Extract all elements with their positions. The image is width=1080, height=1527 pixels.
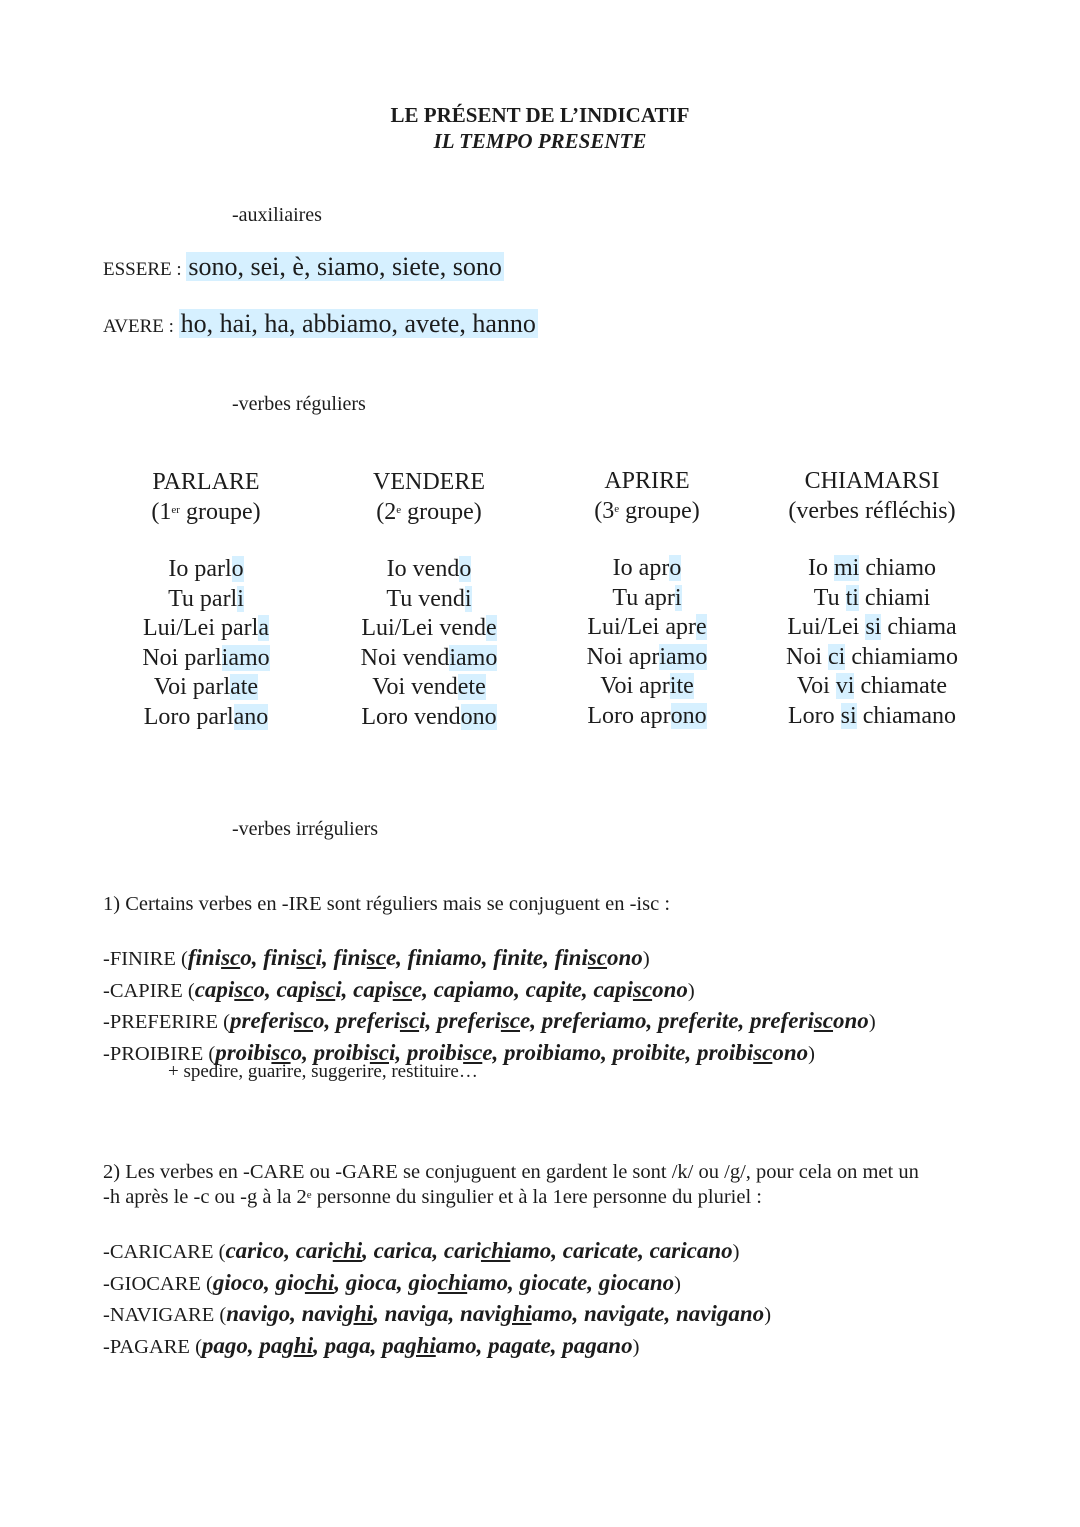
verb-stem: Noi vend [360, 644, 450, 671]
verb-label: -CARICARE ( [103, 1241, 226, 1263]
conjugation-row [547, 702, 747, 732]
verb-forms: ghi [405, 1332, 436, 1358]
verb-forms: o, proibi [290, 1039, 370, 1065]
verb-forms: sc [293, 1008, 314, 1033]
subject: Tu [813, 584, 846, 611]
verb-label-close: ) [808, 1042, 815, 1065]
verb-line [103, 1331, 771, 1363]
verb-forms: chi [304, 1269, 335, 1295]
verb-form: chiamo [859, 555, 936, 581]
verb-label: -GIOCARE ( [103, 1272, 213, 1295]
conjugation-row [106, 673, 306, 703]
verb-forms: fini [187, 945, 222, 970]
verb-forms: ono [772, 1039, 809, 1065]
verb-stem: Voi apr [600, 673, 670, 699]
conjugation-row [106, 614, 306, 644]
verb-label-close: ) [732, 1241, 740, 1263]
verb-label-close: ) [687, 979, 695, 1002]
verb-line [103, 1006, 876, 1038]
conjugation-row [106, 585, 306, 615]
conjugation-row [329, 703, 529, 733]
verb-forms: pago, pa [201, 1332, 283, 1358]
verb-forms: sc [271, 1039, 291, 1065]
subject: Io [808, 555, 834, 581]
verb-forms: , paga, pa [313, 1332, 406, 1358]
verb-heading: APRIRE [604, 468, 690, 494]
conjugation-row [752, 672, 992, 702]
verb-forms: chi [437, 1269, 468, 1295]
conjugation-row [547, 554, 747, 584]
verb-label: -NAVIGARE ( [103, 1304, 227, 1326]
verb-forms: chi [480, 1238, 511, 1263]
verb-line [103, 975, 876, 1007]
verb-forms: amo, giocate, giocano [467, 1269, 675, 1295]
verb-forms: sc [632, 976, 653, 1002]
verb-ending: e [695, 614, 707, 640]
verb-forms: preferi [230, 1008, 294, 1033]
verb-forms: o, fini [240, 945, 297, 970]
verb-ending: ano [233, 703, 269, 730]
verb-ending: iamo [221, 644, 270, 671]
verb-forms: , carica, cari [362, 1238, 481, 1263]
verb-forms: i, proibi [389, 1039, 464, 1065]
verb-forms: proibi [215, 1039, 272, 1065]
verb-label: -PAGARE ( [103, 1335, 202, 1358]
verb-ending: e [485, 615, 497, 641]
verb-forms: sc [463, 1039, 483, 1065]
page-subtitle: IL TEMPO PRESENTE [433, 129, 647, 153]
verb-forms: ghi [500, 1301, 532, 1326]
conjugation-row [752, 643, 992, 673]
reflexive-pronoun: ci [828, 643, 846, 670]
verb-forms: ono [652, 976, 688, 1002]
verb-ending: ono [460, 703, 497, 730]
verb-line [103, 1236, 771, 1268]
verb-heading: VENDERE [373, 469, 485, 495]
conjugation-row [329, 614, 529, 644]
verb-ending: iamo [449, 644, 498, 671]
verb-heading: PARLARE [152, 469, 260, 495]
verb-forms: e, capiamo, capite, capi [411, 976, 633, 1002]
verb-stem: Lui/Lei vend [361, 615, 486, 641]
conjugation-row [752, 702, 992, 732]
conjugation-list [329, 555, 529, 732]
verb-stem: Tu vend [386, 585, 465, 612]
verb-ending: a [258, 615, 269, 641]
verb-forms: sc [392, 976, 412, 1002]
verb-stem: Voi vend [372, 674, 458, 700]
verb-heading: CHIAMARSI [804, 468, 940, 494]
verb-label-close: ) [674, 1272, 681, 1295]
verb-forms: amo, pagate, pagano [435, 1332, 633, 1358]
verb-forms: o, preferi [313, 1008, 400, 1033]
verb-forms: sc [234, 976, 254, 1002]
reflexive-pronoun: ti [845, 584, 859, 611]
verb-label-close: ) [632, 1335, 640, 1358]
verb-forms: gioco, gio [212, 1269, 305, 1295]
verb-line [103, 943, 876, 975]
verb-forms: sc [500, 1008, 521, 1033]
conjugation-list [106, 555, 306, 732]
verb-form: chiamate [854, 673, 948, 699]
verb-stem: Tu parl [168, 585, 238, 612]
verb-forms: o, capi [253, 976, 317, 1002]
verb-group: (1er groupe) [151, 499, 261, 525]
verb-stem: Io vend [386, 556, 460, 582]
conjugation-row [106, 644, 306, 674]
conjugation-list [547, 554, 747, 731]
essere-line [103, 252, 504, 282]
conjugation-row [547, 672, 747, 702]
verb-forms: i, preferi [419, 1008, 501, 1033]
verb-forms: e, preferiamo, preferite, preferi [520, 1008, 814, 1033]
page-title: LE PRÉSENT DE L’INDICATIF [390, 103, 690, 127]
verb-forms: chi [332, 1238, 363, 1263]
verb-label-close: ) [642, 948, 650, 970]
verb-forms: sc [399, 1008, 420, 1033]
rule1-extra: + spedire, guarire, suggerire, restituire… [168, 1061, 478, 1082]
verb-ending: o [669, 555, 682, 581]
conjugation-row [106, 703, 306, 733]
verb-label: -FINIRE ( [103, 948, 188, 970]
conjugation-list [752, 554, 992, 731]
subject: Loro [788, 702, 841, 729]
verb-forms: sc [813, 1008, 834, 1033]
verb-form: chiamiamo [845, 643, 958, 670]
verb-ending: ete [457, 674, 486, 700]
verb-forms: sc [316, 976, 336, 1002]
verb-forms: sc [296, 945, 316, 970]
verb-forms: e, proibiamo, proibite, proibi [482, 1039, 754, 1065]
conjugation-row [106, 555, 306, 585]
rule1-verb-list [103, 943, 876, 1069]
verb-forms: sc [369, 1039, 389, 1065]
conjugation-row [547, 613, 747, 643]
essere-label: ESSERE : [103, 259, 187, 280]
conjugation-column-parlare [106, 467, 306, 732]
verb-ending: iamo [659, 643, 708, 670]
subject: Voi [796, 673, 836, 699]
verb-forms: sc [366, 945, 386, 970]
avere-line [103, 309, 538, 339]
verb-forms: i, capi [335, 976, 393, 1002]
verb-forms: navigo, navi [226, 1301, 343, 1326]
reflexive-pronoun: mi [834, 555, 860, 581]
verb-ending: ate [230, 674, 259, 700]
verb-forms: ono [607, 945, 643, 970]
verb-stem: Voi parl [153, 674, 231, 700]
verb-forms: , naviga, navi [373, 1301, 501, 1326]
verb-stem: Loro vend [361, 703, 461, 730]
subject: Lui/Lei [787, 614, 866, 640]
conjugation-column-vendere [329, 467, 529, 732]
verb-line [103, 1299, 771, 1331]
verb-forms: , gioca, gio [334, 1269, 438, 1295]
verb-form: chiami [858, 584, 931, 611]
verb-label-close: ) [868, 1011, 876, 1033]
verb-group: (3e groupe) [594, 498, 700, 524]
conjugation-row [329, 644, 529, 674]
verb-forms: e, finiamo, finite, fini [385, 945, 588, 970]
conjugation-row [329, 555, 529, 585]
verb-forms: sc [753, 1039, 773, 1065]
subject: Noi [786, 643, 829, 670]
rule2-text-line2: -h après le -c ou -g à la 2e personne du singulier et à la 1ere personne du pluriel : [103, 1186, 762, 1208]
verb-stem: Lui/Lei apr [587, 614, 696, 640]
verb-forms: amo, caricate, caricano [510, 1238, 733, 1263]
verb-form: chiama [881, 614, 957, 640]
verb-group: (verbes réfléchis) [788, 498, 956, 524]
verb-stem: Lui/Lei parl [143, 615, 259, 641]
reflexive-pronoun: si [865, 614, 882, 640]
verb-ending: i [237, 585, 244, 612]
conjugation-row [752, 584, 992, 614]
rule2-verb-list [103, 1236, 771, 1362]
verb-stem: Loro parl [143, 703, 234, 730]
verb-label-close: ) [764, 1304, 772, 1326]
verb-forms: ghi [282, 1332, 314, 1358]
essere-forms: sono, sei, è, siamo, siete, sono [188, 252, 502, 281]
conjugation-row [752, 613, 992, 643]
verb-label: -CAPIRE ( [103, 979, 195, 1002]
verb-label: -PREFERIRE ( [103, 1011, 230, 1033]
conjugation-row [329, 585, 529, 615]
avere-label: AVERE : [103, 316, 179, 337]
verb-ending: o [459, 556, 472, 582]
verb-forms: i, fini [315, 945, 367, 970]
conjugation-column-chiamarsi [752, 466, 992, 731]
verb-forms: capi [194, 976, 235, 1002]
verb-forms: sc [221, 945, 241, 970]
verb-forms: sc [587, 945, 608, 970]
verb-forms: ono [833, 1008, 869, 1033]
conjugation-row [547, 584, 747, 614]
verb-line [103, 1268, 771, 1300]
verb-label: -PROIBIRE ( [103, 1042, 216, 1065]
section-heading-reguliers: -verbes réguliers [232, 393, 366, 415]
verb-form: chiamano [856, 702, 956, 729]
verb-ending: o [231, 556, 244, 582]
verb-forms: carico, cari [225, 1238, 333, 1263]
verb-stem: Loro apr [587, 702, 671, 729]
reflexive-pronoun: vi [835, 673, 855, 699]
section-heading-auxiliaires: -auxiliaires [232, 204, 322, 226]
conjugation-column-aprire [547, 466, 747, 731]
verb-stem: Noi parl [142, 644, 222, 671]
verb-stem: Tu apr [612, 584, 675, 611]
reflexive-pronoun: si [840, 702, 857, 729]
conjugation-row [329, 673, 529, 703]
verb-ending: i [464, 585, 472, 612]
verb-ending: ite [669, 673, 694, 699]
conjugation-row [547, 643, 747, 673]
avere-forms: ho, hai, ha, abbiamo, avete, hanno [180, 309, 536, 338]
verb-stem: Noi apr [586, 643, 660, 670]
verb-forms: ghi [342, 1301, 374, 1326]
verb-forms: amo, navigate, navigano [531, 1301, 765, 1326]
verb-ending: ono [670, 702, 707, 729]
conjugation-row [752, 554, 992, 584]
verb-stem: Io apr [612, 555, 670, 581]
section-heading-irreguliers: -verbes irréguliers [232, 818, 379, 840]
rule1-intro: 1) Certains verbes en -IRE sont réguliers mais se conjuguent en -isc : [103, 893, 671, 915]
rule2-text-line1: 2) Les verbes en -CARE ou -GARE se conjuguent en gardent le sont /k/ ou /g/, pour cela on met un [103, 1161, 919, 1183]
verb-ending: i [674, 584, 682, 611]
verb-stem: Io parl [168, 556, 232, 582]
verb-group: (2e groupe) [376, 499, 482, 525]
